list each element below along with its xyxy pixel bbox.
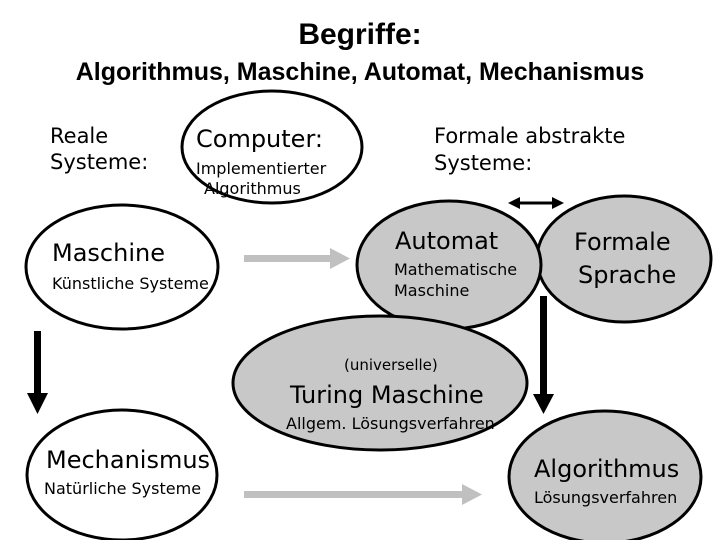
real-systems-label bbox=[50, 123, 148, 175]
computer-node-title: Computer: bbox=[196, 125, 323, 153]
double-arrow-automat-sprache bbox=[508, 197, 564, 209]
algorithmus-node-title: Algorithmus bbox=[534, 455, 680, 483]
formal-systems-line-1: Formale abstrakte bbox=[434, 124, 626, 148]
page-title: Begriffe: bbox=[298, 18, 422, 51]
mechanismus-node-title: Mechanismus bbox=[46, 446, 211, 474]
algorithmus-node-desc: Lösungsverfahren bbox=[534, 488, 678, 507]
gray-arrow-mechanismus-to-algorithmus bbox=[244, 484, 482, 505]
turing-node-title: Turing Maschine bbox=[290, 381, 484, 409]
formal-systems-label bbox=[434, 123, 625, 177]
arrow-sprache-to-algorithmus bbox=[533, 296, 554, 414]
formale-sprache-ellipse bbox=[537, 196, 711, 322]
formal-systems-line-2: Systeme: bbox=[434, 151, 533, 175]
real-systems-line-1: Reale bbox=[50, 124, 109, 148]
turing-node-desc: Allgem. Lösungsverfahren bbox=[286, 414, 495, 433]
computer-node-desc-2: Algorithmus bbox=[204, 179, 301, 198]
page-subtitle: Algorithmus, Maschine, Automat, Mechanismus bbox=[75, 58, 645, 86]
maschine-node-title: Maschine bbox=[52, 239, 165, 267]
mechanismus-ellipse bbox=[27, 410, 217, 540]
formale-sprache-title-1: Formale bbox=[574, 228, 671, 256]
automat-node-desc-2: Maschine bbox=[394, 281, 470, 300]
automat-node-title: Automat bbox=[395, 227, 499, 255]
maschine-node-desc: Künstliche Systeme bbox=[52, 274, 209, 293]
computer-node-desc-1: Implementierter bbox=[196, 159, 327, 178]
arrow-maschine-to-mechanismus bbox=[27, 331, 48, 414]
real-systems-line-2: Systeme: bbox=[50, 150, 149, 174]
gray-arrow-maschine-to-automat bbox=[244, 248, 350, 269]
formale-sprache-title-2: Sprache bbox=[578, 261, 677, 289]
automat-node-desc-1: Mathematische bbox=[394, 260, 518, 279]
mechanismus-node-desc: Natürliche Systeme bbox=[44, 479, 202, 498]
turing-node-pre: (universelle) bbox=[344, 356, 438, 374]
maschine-ellipse bbox=[26, 205, 218, 329]
